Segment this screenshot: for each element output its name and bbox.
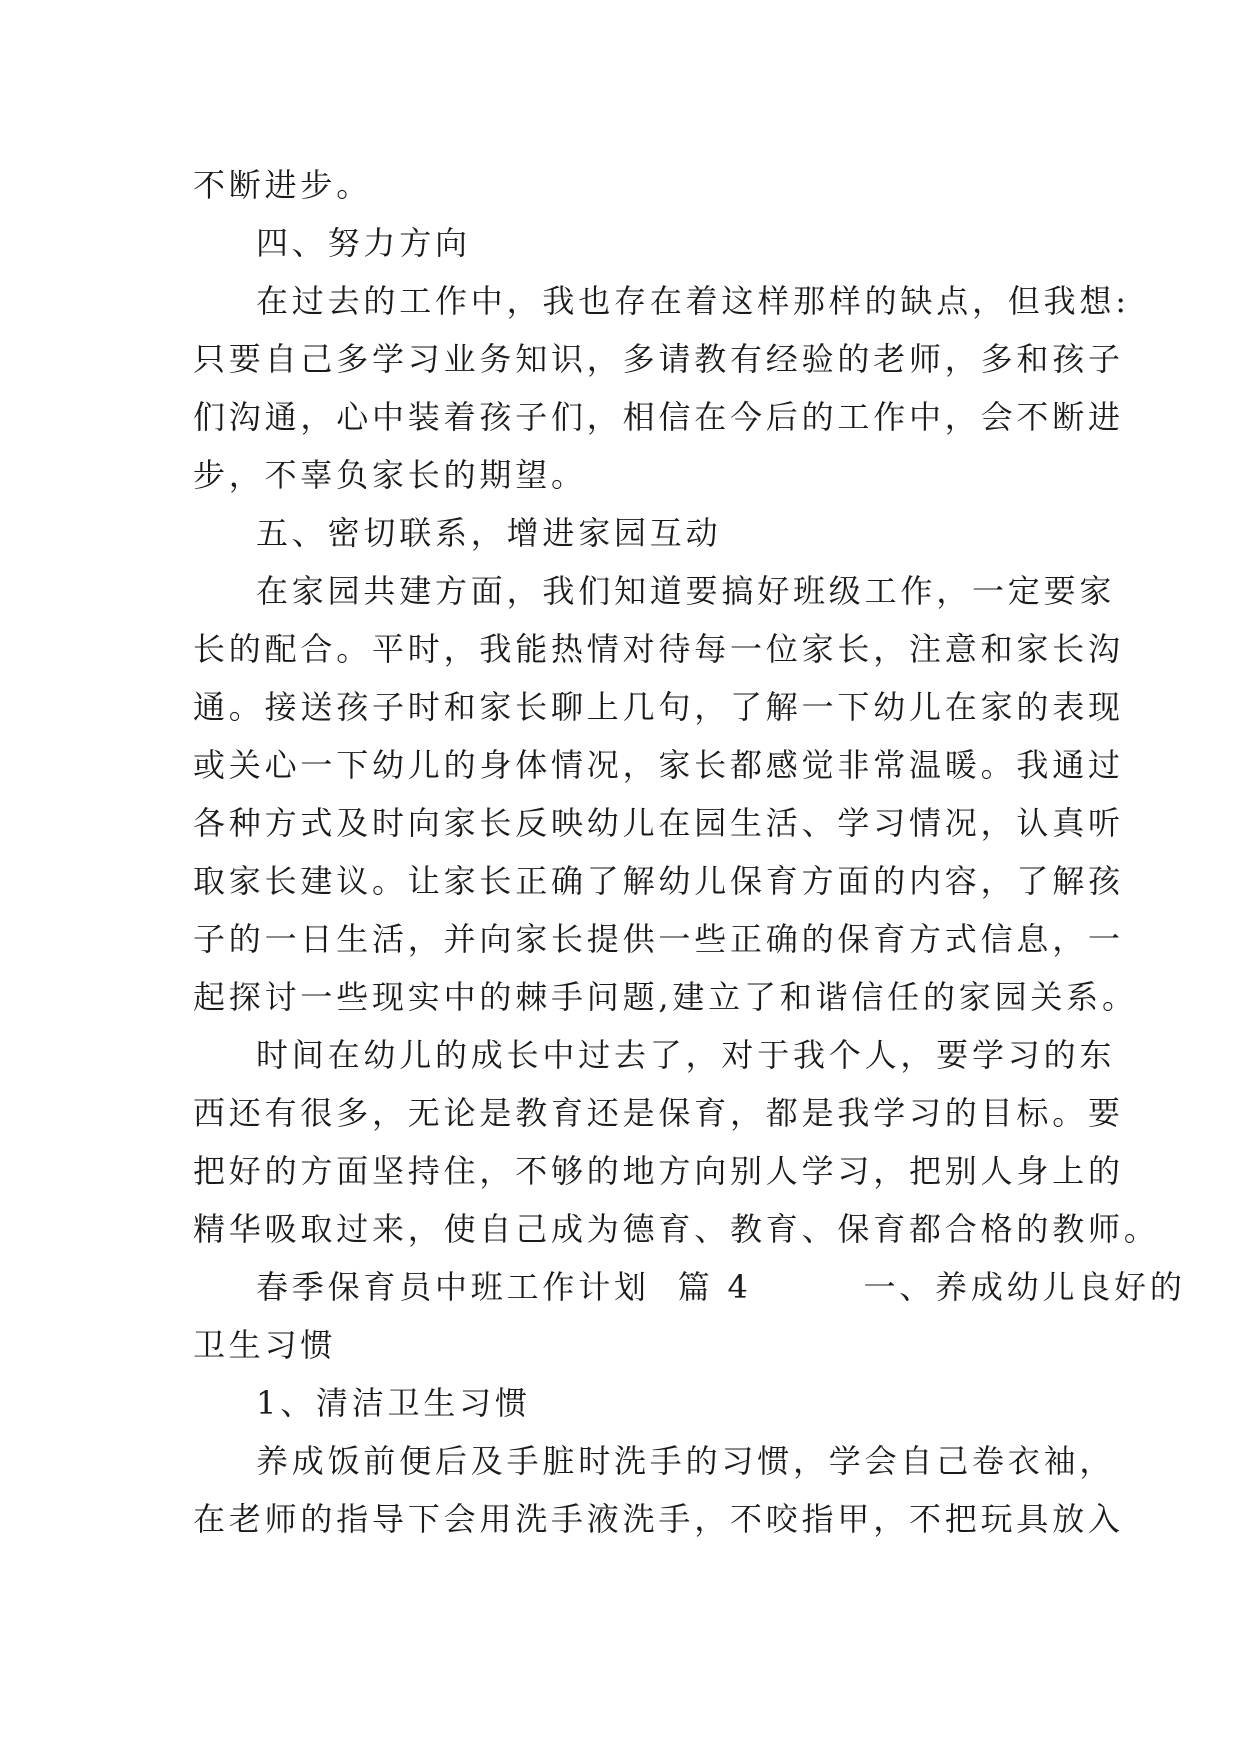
text-line: 卫生习惯 <box>193 1326 337 1364</box>
section-heading: 四、努力方向 <box>256 224 471 262</box>
text-line: 通。接送孩子时和家长聊上几句，了解一下幼儿在家的表现 <box>193 688 1124 726</box>
text-line: 西还有很多，无论是教育还是保育，都是我学习的目标。要 <box>193 1094 1124 1132</box>
text-line: 不断进步。 <box>193 166 373 204</box>
text-line: 长的配合。平时，我能热情对待每一位家长，注意和家长沟 <box>193 630 1124 668</box>
text-line: 在家园共建方面，我们知道要搞好班级工作，一定要家 <box>256 572 1116 610</box>
text-line: 起探讨一些现实中的棘手问题,建立了和谐信任的家园关系。 <box>193 978 1138 1016</box>
text-line: 在老师的指导下会用洗手液洗手，不咬指甲，不把玩具放入 <box>193 1500 1124 1538</box>
section-heading: 春季保育员中班工作计划 篇 4 一、养成幼儿良好的 <box>256 1268 1186 1306</box>
text-line: 精华吸取过来，使自己成为德育、教育、保育都合格的教师。 <box>193 1210 1160 1248</box>
text-line: 取家长建议。让家长正确了解幼儿保育方面的内容，了解孩 <box>193 862 1124 900</box>
text-line: 们沟通，心中装着孩子们，相信在今后的工作中，会不断进 <box>193 398 1124 436</box>
text-line: 各种方式及时向家长反映幼儿在园生活、学习情况，认真听 <box>193 804 1124 842</box>
text-line: 把好的方面坚持住，不够的地方向别人学习，把别人身上的 <box>193 1152 1124 1190</box>
text-line: 子的一日生活，并向家长提供一些正确的保育方式信息，一 <box>193 920 1124 958</box>
text-line: 养成饭前便后及手脏时洗手的习惯，学会自己卷衣袖， <box>256 1442 1116 1480</box>
text-line: 步，不辜负家长的期望。 <box>193 456 587 494</box>
subsection-heading: 1、清洁卫生习惯 <box>256 1384 531 1422</box>
text-line: 或关心一下幼儿的身体情况，家长都感觉非常温暖。我通过 <box>193 746 1124 784</box>
text-line: 时间在幼儿的成长中过去了，对于我个人，要学习的东 <box>256 1036 1116 1074</box>
section-heading: 五、密切联系，增进家园互动 <box>256 514 722 552</box>
text-line: 只要自己多学习业务知识，多请教有经验的老师，多和孩子 <box>193 340 1124 378</box>
text-line: 在过去的工作中，我也存在着这样那样的缺点，但我想: <box>256 282 1130 320</box>
